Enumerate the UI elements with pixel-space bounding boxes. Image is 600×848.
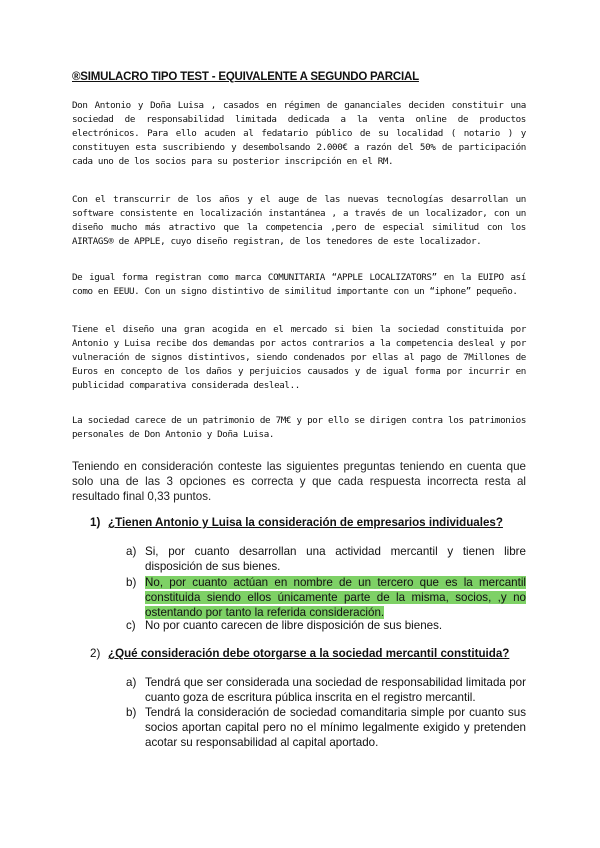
highlighted-answer: No, por cuanto actúan en nombre de un tercero que es la mercantil constituida siendo ellos únicamente parte de la misma, socios, ,y no ostentando por tanto la referida consideración.: [145, 576, 526, 619]
page-title: ®SIMULACRO TIPO TEST - EQUIVALENTE A SEGUNDO PARCIAL: [72, 71, 419, 83]
case-paragraph-3: De igual forma registran como marca COMUNITARIA “APPLE LOCALIZATORS” en la EUIPO así como en EEUU. Con un signo distintivo de similitud importante con un “iphone” pequeño.: [72, 272, 526, 297]
option-letter: a): [126, 545, 137, 558]
option-letter: c): [126, 619, 136, 632]
option-letter: b): [126, 576, 137, 589]
question-number: 2): [90, 647, 101, 660]
question-number: 1): [90, 516, 101, 529]
case-paragraph-2: Con el transcurrir de los años y el auge de las nuevas tecnologías desarrollan un software consistente en localización instantánea , a través de un localizador, con un diseño mucho más atractivo que la competencia ,pero de especial similitud con los AIRTAGS® de APPLE, cuyo diseño registran, de los tenedores de este localizador.: [72, 194, 526, 247]
question-text: ¿Qué consideración debe otorgarse a la sociedad mercantil constituida?: [108, 647, 510, 660]
option-letter: b): [126, 706, 137, 719]
q1-option-c: No por cuanto carecen de libre disposición de sus bienes.: [145, 619, 443, 632]
case-paragraph-4: Tiene el diseño una gran acogida en el mercado si bien la sociedad constituida por Antonio y Luisa recibe dos demandas por actos contrarios a la competencia desleal y por vulneración de signos distintivos, siendo condenados por ellas al pago de 7Millones de Euros en concepto de los daños y perjuicios causados y de igual forma por incurrir en publicidad comparativa considerada desleal..: [72, 324, 526, 391]
q2-option-b: Tendrá la consideración de sociedad comanditaria simple por cuanto sus socios aportan capital pero no el mínimo legalmente exigido y pretenden acotar su responsabilidad al capital aportado.: [145, 706, 526, 749]
case-paragraph-5: La sociedad carece de un patrimonio de 7M€ y por ello se dirigen contra los patrimonios personales de Don Antonio y Doña Luisa.: [72, 415, 526, 440]
instructions: Teniendo en consideración conteste las siguientes preguntas teniendo en cuenta que solo una de las 3 opciones es correcta y que cada respuesta incorrecta resta al resultado final 0,33 puntos.: [72, 460, 526, 503]
question-text: ¿Tienen Antonio y Luisa la consideración de empresarios individuales?: [108, 516, 503, 529]
case-paragraph-1: Don Antonio y Doña Luisa , casados en régimen de gananciales deciden constituir una sociedad de responsabilidad limitada dedicada a la venta online de productos electrónicos. Para ello acuden al fedatario público de su localidad ( notario ) y constituyen esta suscribiendo y desembolsando 2.000€ a razón del 50% de participación cada uno de los socios para su posterior inscripción en el RM.: [72, 100, 526, 167]
q1-option-b-highlighted: [145, 575, 526, 620]
option-letter: a): [126, 676, 137, 689]
q1-option-a: Si, por cuanto desarrollan una actividad mercantil y tienen libre disposición de sus bienes.: [145, 545, 526, 573]
q2-option-a: Tendrá que ser considerada una sociedad de responsabilidad limitada por cuanto goza de escritura pública inscrita en el registro mercantil.: [145, 676, 526, 704]
